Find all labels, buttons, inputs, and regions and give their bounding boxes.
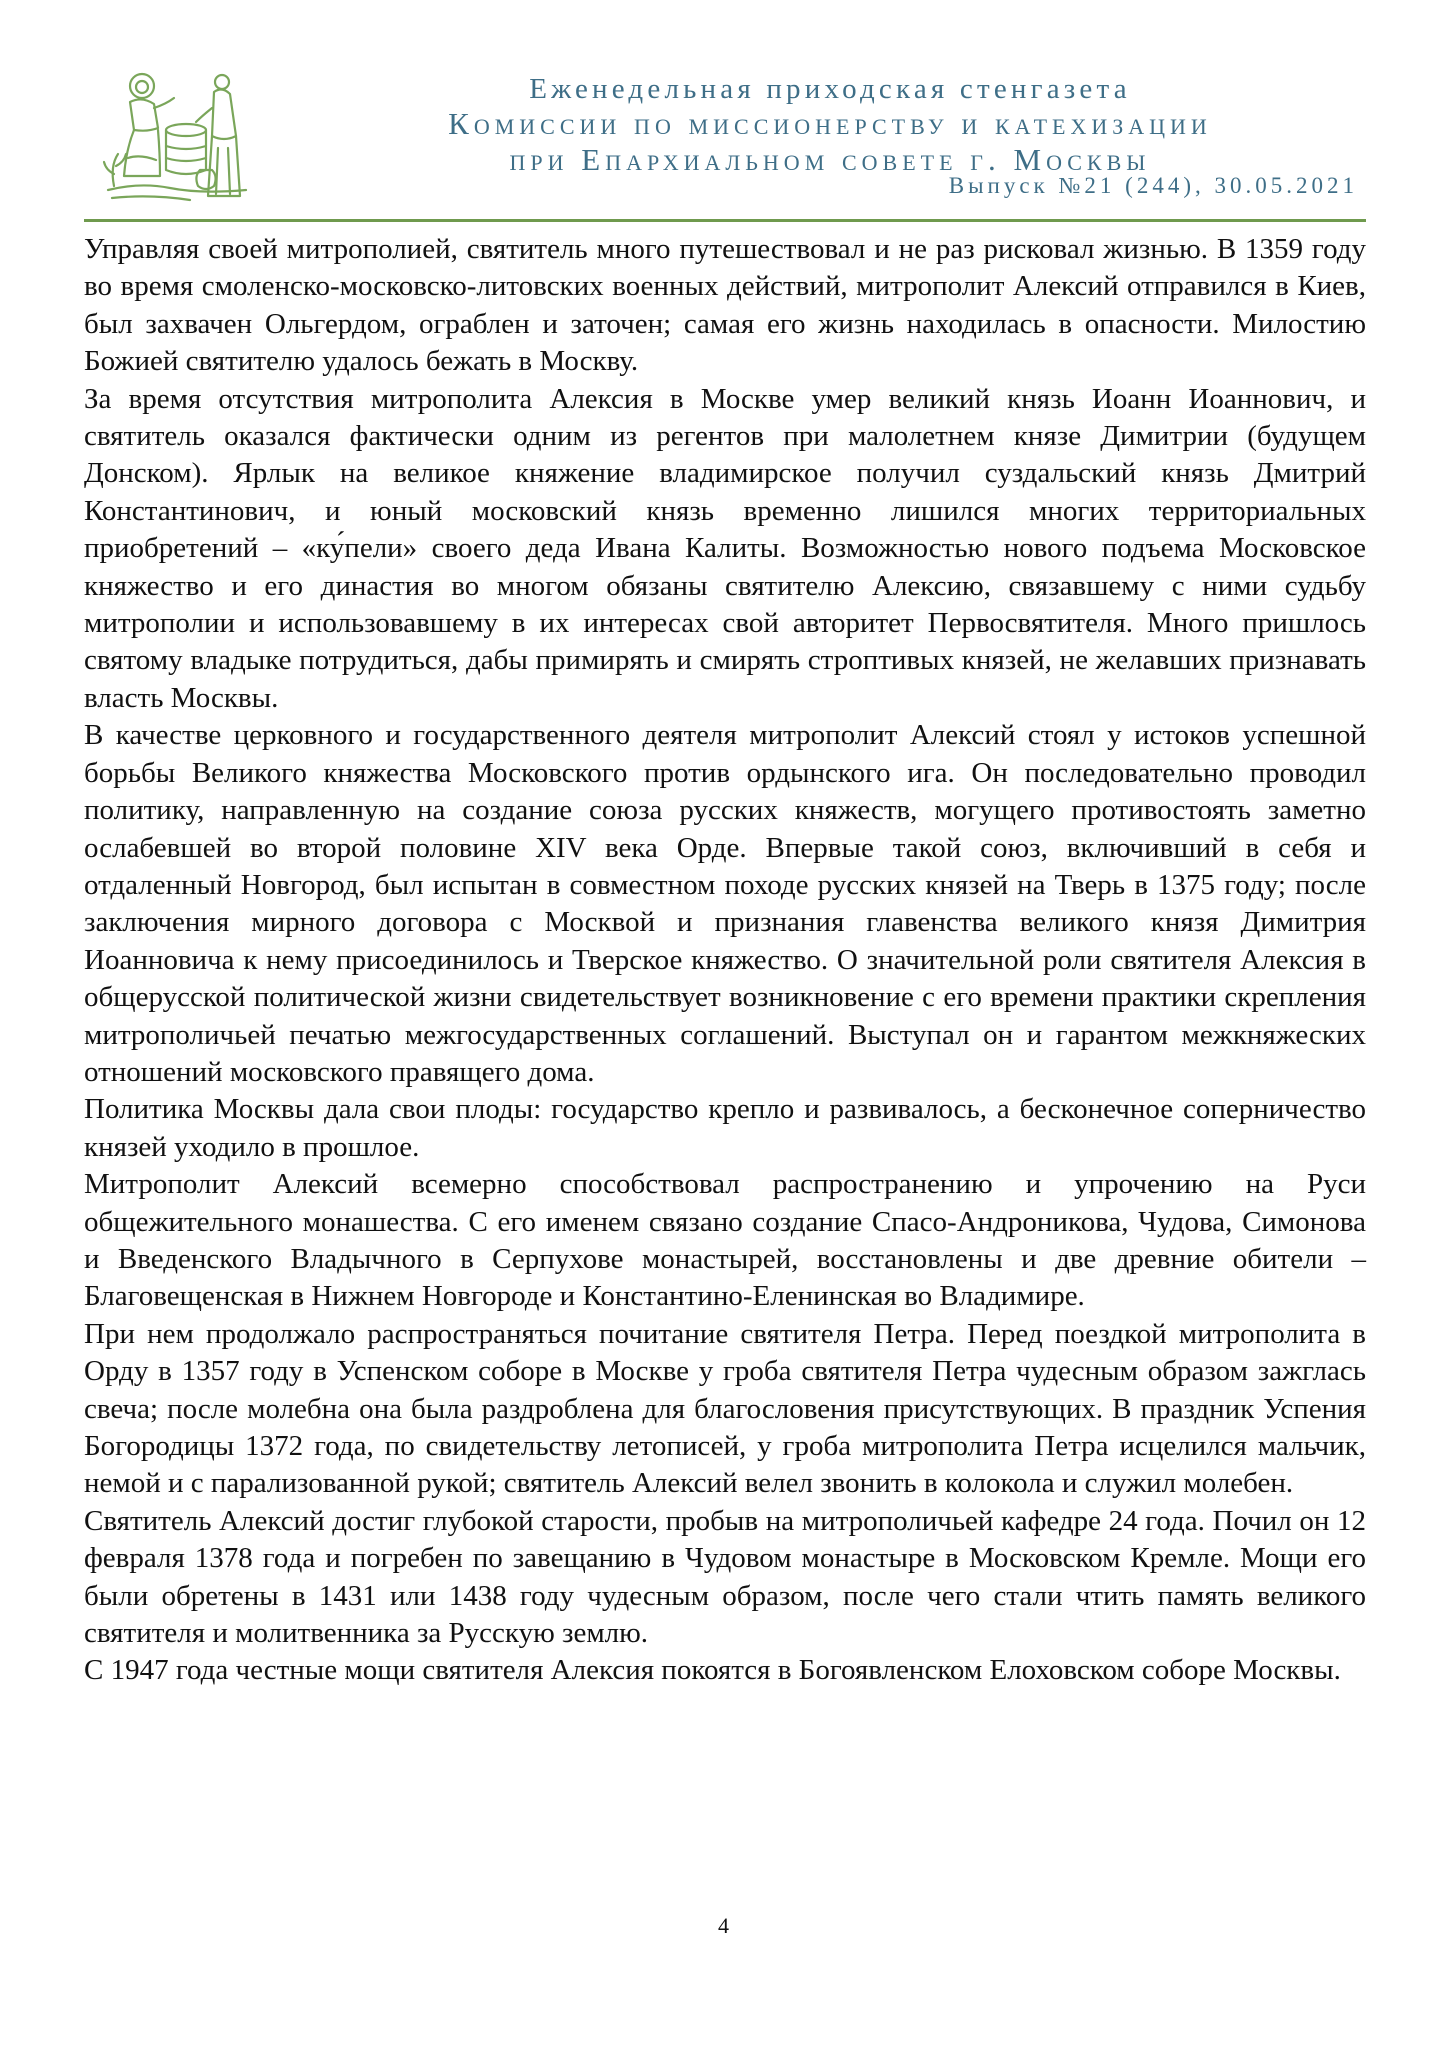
page-header [84,58,1366,218]
article-paragraph: Святитель Алексий достиг глубокой старости, пробыв на митрополичьей кафедре 24 года. Почил он 12 февраля 1378 года и погребен по завещанию в Чудовом монастыре в Московском Кремле. Мощи его были обретены в 1431 или 1438 году чудесным образом, после чего стали чтить память великого святителя и молитвенника за Русскую землю. [84,1504,1366,1650]
masthead-title: Комиссии по миссионерству и катехизации [448,106,1212,141]
issue-number: Выпуск №21 (244), 30.05.2021 [948,173,1358,198]
page-number: 4 [718,1913,729,1938]
masthead [294,72,1366,178]
article-paragraph: В качестве церковного и государственного деятеля митрополит Алексий стоял у истоков успешной борьбы Великого княжества Московского против ордынского ига. Он последовательно проводил политику, направленную на создание союза русских княжеств, могущего противостоять заметно ослабевшей во второй половине XIV века Орде. Впервые такой союз, включивший в себя и отдаленный Новгород, был испытан в совместном походе русских князей на Тверь в 1375 году; после заключения мирного договора с Москвой и признания главенства великого князя Димитрия Иоанновича к нему присоединилось и Тверское княжество. О значительной роли святителя Алексия в общерусской политической жизни свидетельствует возникновение с его времени практики скрепления митрополичьей печатью межгосударственных соглашений. Выступал он и гарантом межкняжеских отношений московского правящего дома. [84,719,1366,1088]
header-divider [84,219,1366,222]
masthead-subtitle: Еженедельная приходская стенгазета [529,73,1131,105]
article-paragraph: За время отсутствия митрополита Алексия в Москве умер великий князь Иоанн Иоаннович, и святитель оказался фактически одним из регентов при малолетнем князе Димитрии (будущем Донском). Ярлык на великое княжение владимирское получил суздальский князь Дмитрий Константинович, и юный московский князь временно лишился многих территориальных приобретений – «ку́пели» своего деда Ивана Калиты. Возможностью нового подъема Московское княжество и его династия во многом обязаны святителю Алексию, связавшему с ними судьбу митрополии и использовавшему в их интересах свой авторитет Первосвятителя. Много пришлось святому владыке потрудиться, дабы примирять и смирять строптивых князей, не желавших признавать власть Москвы. [84,382,1366,714]
article-paragraph: С 1947 года честные мощи святителя Алексия покоятся в Богоявленском Елоховском соборе Москвы. [84,1654,1341,1687]
article-paragraph: При нем продолжало распространяться почитание святителя Петра. Перед поездкой митрополита в Орду в 1357 году в Успенском соборе в Москве у гроба святителя Петра чудесным образом зажглась свеча; после молебна она была раздроблена для благословения присутствующих. В праздник Успения Богородицы 1372 года, по свидетельству летописей, у гроба митрополита Петра исцелился мальчик, немой и с парализованной рукой; святитель Алексий велел звонить в колокола и служил молебен. [84,1317,1366,1500]
article-paragraph: Управляя своей митрополией, святитель много путешествовал и не раз рисковал жизнью. В 1359 году во время смоленско-московско-литовских военных действий, митрополит Алексий отправился в Киев, был захвачен Ольгердом, ограблен и заточен; самая его жизнь находилась в опасности. Милостию Божией святителю удалось бежать в Москву. [84,233,1366,378]
article-paragraph: Митрополит Алексий всемерно способствовал распространению и упрочению на Руси общежительного монашества. С его именем связано создание Спасо-Андроникова, Чудова, Симонова и Введенского Владычного в Серпухове монастырей, восстановлены и две древние обители – Благовещенская в Нижнем Новгороде и Константино-Еленинская во Владимире. [84,1168,1366,1313]
article-body [84,231,1366,1690]
article-paragraph: Политика Москвы дала свои плоды: государство крепло и развивалось, а бесконечное соперничество князей уходило в прошлое. [84,1093,1366,1163]
masthead-title-continued: при Епархиальном совете г. Москвы [509,142,1151,177]
christ-and-samaritan-woman-icon [100,58,250,208]
